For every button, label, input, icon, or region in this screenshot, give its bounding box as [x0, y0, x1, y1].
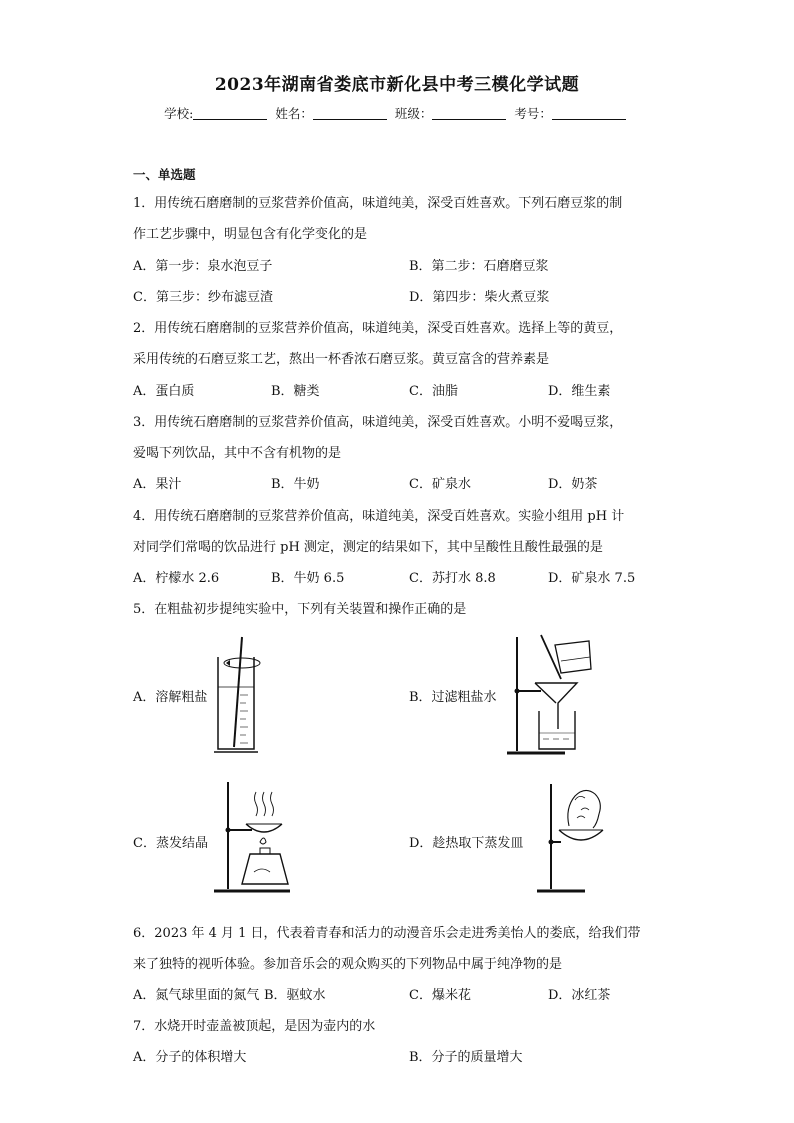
question-6-option-b: B．驱蚊水 [264, 988, 326, 1003]
question-7-option-a: A．分子的体积增大 [133, 1050, 247, 1065]
question-4-option-b: B．牛奶 6.5 [271, 571, 345, 586]
page-title: 2023年湖南省娄底市新化县中考三模化学试题 [214, 75, 580, 95]
class-label: 班级： [394, 106, 433, 121]
question-1-option-a: A．第一步：泉水泡豆子 [133, 259, 273, 274]
question-3-option-b: B．牛奶 [271, 477, 320, 492]
name-blank [313, 106, 387, 120]
question-3-option-c: C．矿泉水 [409, 477, 471, 492]
question-2-option-c: C．油脂 [409, 384, 458, 399]
question-2-line-1: 2．用传统石磨磨制的豆浆营养价值高，味道纯美，深受百姓喜欢。选择上等的黄豆， [133, 321, 623, 336]
question-4-option-c: C．苏打水 8.8 [409, 571, 496, 586]
question-3-option-d: D．奶茶 [548, 477, 598, 492]
question-6-option-c: C．爆米花 [409, 988, 471, 1003]
question-6-line-2: 来了独特的视听体验。参加音乐会的观众购买的下列物品中属于纯净物的是 [133, 957, 563, 972]
dissolving-salt-diagram [212, 635, 262, 755]
question-3-option-a: A．果汁 [133, 477, 182, 492]
question-6-option-d: D．冰红茶 [548, 988, 611, 1003]
filtering-salt-water-diagram [505, 633, 600, 758]
evaporation-crystallization-diagram [212, 780, 297, 895]
name-label: 姓名： [275, 106, 313, 121]
class-blank [432, 106, 506, 120]
question-1-line-1: 1．用传统石磨磨制的豆浆营养价值高，味道纯美，深受百姓喜欢。下列石磨豆浆的制 [133, 196, 623, 211]
question-4-option-d: D．矿泉水 7.5 [548, 571, 636, 586]
question-1-option-b: B．第二步：石磨磨豆浆 [409, 259, 549, 274]
question-5-option-d: D．趁热取下蒸发皿 [409, 836, 524, 851]
exam-number-blank [552, 106, 626, 120]
question-7-line-1: 7．水烧开时壶盖被顶起，是因为壶内的水 [133, 1019, 376, 1034]
question-6-option-a: A．氮气球里面的氮气 [133, 988, 260, 1003]
question-1-line-2: 作工艺步骤中，明显包含有化学变化的是 [133, 227, 368, 242]
question-5-line-1: 5．在粗盐初步提纯实验中，下列有关装置和操作正确的是 [133, 602, 467, 617]
question-6-line-1: 6．2023 年 4 月 1 日，代表着青春和活力的动漫音乐会走进秀美怡人的娄底，给我们带 [133, 926, 641, 941]
question-5-option-c: C．蒸发结晶 [133, 836, 208, 851]
question-4-line-2: 对同学们常喝的饮品进行 pH 测定，测定的结果如下，其中呈酸性且酸性最强的是 [133, 540, 603, 555]
question-1-option-c: C．第三步：纱布滤豆渣 [133, 290, 273, 305]
exam-number-label: 考号： [514, 106, 552, 121]
question-4-line-1: 4．用传统石磨磨制的豆浆营养价值高，味道纯美，深受百姓喜欢。实验小组用 pH 计 [133, 509, 625, 524]
question-2-line-2: 采用传统的石磨豆浆工艺，熬出一杯香浓石磨豆浆。黄豆富含的营养素是 [133, 352, 550, 367]
question-2-option-b: B．糖类 [271, 384, 320, 399]
school-blank [193, 106, 267, 120]
question-3-line-2: 爱喝下列饮品，其中不含有机物的是 [133, 446, 342, 461]
question-5-option-a: A．溶解粗盐 [133, 690, 208, 705]
question-2-option-a: A．蛋白质 [133, 384, 195, 399]
removing-hot-dish-diagram [535, 780, 610, 895]
question-7-option-b: B．分子的质量增大 [409, 1050, 523, 1065]
section-title: 一、单选题 [133, 167, 196, 182]
question-2-option-d: D．维生素 [548, 384, 611, 399]
student-info-row [0, 104, 794, 122]
school-label: 学校: [164, 106, 194, 121]
question-5-option-b: B．过滤粗盐水 [409, 690, 497, 705]
question-1-option-d: D．第四步：柴火煮豆浆 [409, 290, 550, 305]
question-4-option-a: A．柠檬水 2.6 [133, 571, 220, 586]
question-3-line-1: 3．用传统石磨磨制的豆浆营养价值高，味道纯美，深受百姓喜欢。小明不爱喝豆浆， [133, 415, 623, 430]
